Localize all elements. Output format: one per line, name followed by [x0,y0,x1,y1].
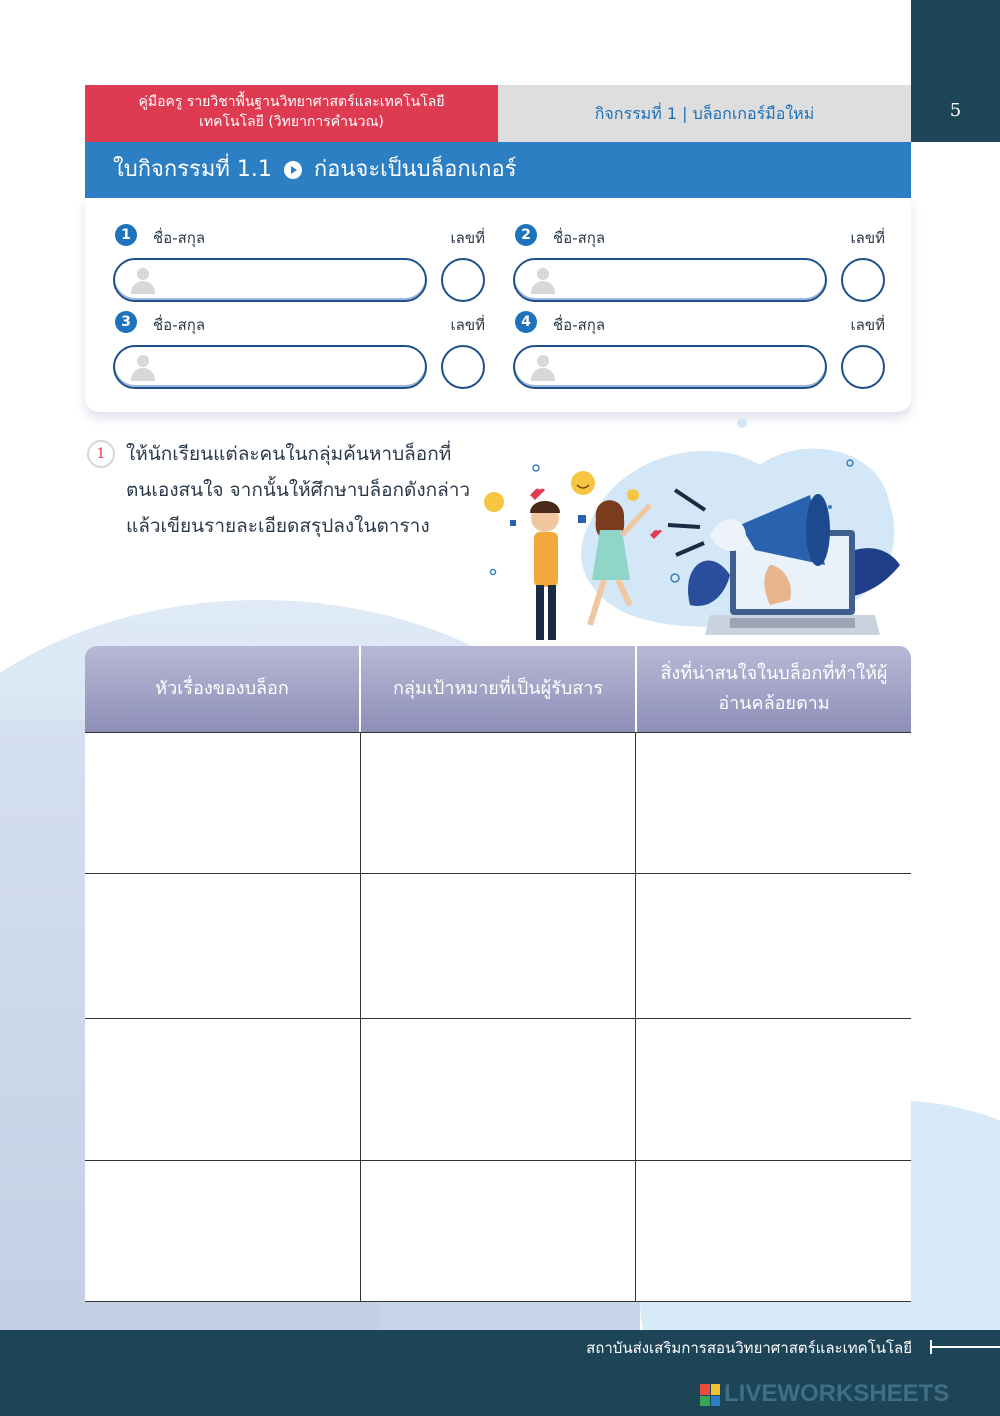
number-label: เลขที่ [450,316,485,334]
member-1 [115,222,485,302]
instruction-line2: ตนเองสนใจ จากนั้นให้ศึกษาบล็อกดังกล่าว [126,479,471,501]
liveworksheets-brand[interactable]: LIVEWORKSHEETS [724,1380,950,1407]
table-cell[interactable] [85,1019,361,1160]
table-header [85,646,911,732]
instruction-line3: แล้วเขียนรายละเอียดสรุปลงในตาราง [126,515,430,537]
name-input[interactable] [513,258,827,302]
blog-summary-table [85,646,911,1302]
blogger-illustration [480,415,910,645]
name-label: ชื่อ-สกุล [153,229,206,247]
header-subject-line2: เทคโนโลยี (วิทยาการคำนวณ) [199,114,384,130]
play-icon [284,161,302,179]
table-cell[interactable] [636,733,911,873]
footer-divider [930,1346,1000,1348]
name-label: ชื่อ-สกุล [553,229,606,247]
header-subject [85,85,498,142]
table-cell[interactable] [85,874,361,1018]
member-number-badge: 2 [515,224,537,246]
members-card [85,198,911,412]
member-number-badge: 3 [115,311,137,333]
instruction-number: 1 [87,440,115,468]
table-row [85,1019,911,1161]
table-cell[interactable] [636,1161,911,1301]
liveworksheets-logo-icon [700,1384,720,1406]
person-icon [131,268,155,294]
member-number-badge: 1 [115,224,137,246]
number-input[interactable] [841,258,885,302]
table-cell[interactable] [85,733,361,873]
table-cell[interactable] [361,874,637,1018]
worksheet-title [85,142,911,198]
name-label: ชื่อ-สกุล [153,316,206,334]
person-icon [131,355,155,381]
header-activity: กิจกรรมที่ 1 | บล็อกเกอร์มือใหม่ [498,85,911,142]
table-cell[interactable] [636,1019,911,1160]
title-part2: ก่อนจะเป็นบล็อกเกอร์ [313,157,517,182]
title-part1: ใบกิจกรรมที่ 1.1 [113,157,272,182]
name-input[interactable] [113,345,427,389]
column-header-interesting-points: สิ่งที่น่าสนใจในบล็อกที่ทำให้ผู้อ่านคล้อยตาม [660,663,888,714]
table-cell[interactable] [636,874,911,1018]
name-label: ชื่อ-สกุล [553,316,606,334]
instruction-line1: ให้นักเรียนแต่ละคนในกลุ่มค้นหาบล็อกที่ [126,443,452,465]
person-icon [531,355,555,381]
name-input[interactable] [113,258,427,302]
name-input[interactable] [513,345,827,389]
column-header-target-audience: กลุ่มเป้าหมายที่เป็นผู้รับสาร [361,646,637,732]
table-row [85,1161,911,1302]
page-number: 5 [949,100,962,121]
member-3 [115,309,485,389]
table-row [85,732,911,874]
person-icon [531,268,555,294]
table-body [85,732,911,1302]
member-number-badge: 4 [515,311,537,333]
table-cell[interactable] [361,733,637,873]
member-2 [515,222,885,302]
number-label: เลขที่ [850,229,885,247]
number-label: เลขที่ [850,316,885,334]
number-input[interactable] [841,345,885,389]
table-cell[interactable] [85,1161,361,1301]
table-cell[interactable] [361,1019,637,1160]
number-input[interactable] [441,258,485,302]
member-4 [515,309,885,389]
table-cell[interactable] [361,1161,637,1301]
table-row [85,874,911,1019]
column-header-blog-topic: หัวเรื่องของบล็อก [85,646,361,732]
instruction-text [126,436,496,544]
footer-institute: สถาบันส่งเสริมการสอนวิทยาศาสตร์และเทคโนโลยี [586,1339,912,1357]
header-subject-line1: คู่มือครู รายวิชาพื้นฐานวิทยาศาสตร์และเทคโนโลยี [138,94,445,110]
number-input[interactable] [441,345,485,389]
number-label: เลขที่ [450,229,485,247]
